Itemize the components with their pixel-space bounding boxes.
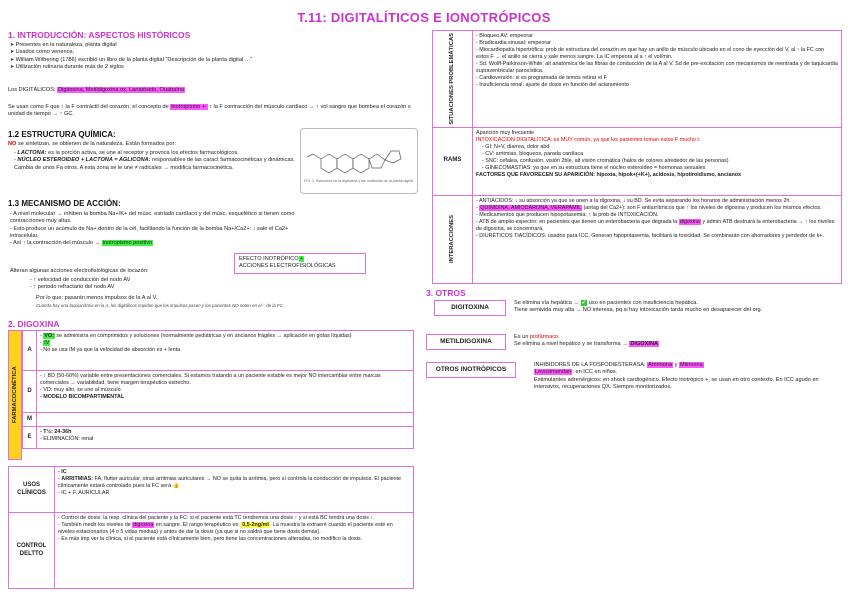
section-1-heading: 1. INTRODUCCIÓN: ASPECTOS HISTÓRICOS: [8, 30, 191, 40]
list-item: ➤ Usados como venenos,: [10, 49, 290, 56]
effects-box: EFECTO INOTRÓPICO+ ACCIONES ELECTROFISIOLÓGICAS: [234, 253, 366, 274]
structure-list: [14, 150, 298, 172]
check-icon: ✔: [581, 300, 587, 306]
alter-intro: Alteran algunas acciones electrofisiológicas de locazón:: [10, 268, 149, 274]
otros-inotropicos-label: OTROS INOTRÓPICOS: [426, 362, 516, 378]
list-item: ➤ Presentes en la naturaleza, planta digital: [10, 42, 290, 49]
section-12-heading: 1.2 ESTRUCTURA QUÍMICA:: [8, 130, 116, 139]
list-item: ➤ William Withering (1786) escribió un libro de la planta digital “Descripción de la planta digital …”: [10, 57, 290, 64]
section-3-heading: 3. OTROS: [426, 288, 466, 298]
digitalicos-line: Los DIGITÁLICOS: Digitoxina, Metildigoxina ox, Lanatósido, Ouabaína: [8, 87, 185, 93]
molecule-figure: [300, 128, 418, 194]
list-item: - LACTONA: es la porción activa, se une al receptor y provoca los efectos farmacológicos.: [14, 150, 298, 157]
list-item: - NÚCLEO ESTEROIDEO + LACTONA = AGLICONA: responsables de las caract farmacocinéticas y dinámicas. Cambia de unos Fa otros. A esta zona se le une ≠ radicales → modifica farmacocinética.: [14, 157, 298, 172]
digitoxina-text: Se elimina vía hepática → ✔ uso en pacientes con insuficiencia hepática. Tiene semivida muy alta → NO interesa, pq si hay intoxicación tarda mucho en desaparecer del org.: [514, 300, 763, 314]
molecule-diagram: [301, 129, 419, 179]
alter-list: [30, 277, 230, 292]
usos-clinicos-table: USOS CLÍNICOS - IC - ARRITMIAS: FA, flutter auricular, otras arritmias auriculares → NO se quita la arritmia, pero sí controla la conducción de impulsos. El paciente clínicamente estará controlado pues la FC será 👍 - IC + F. AURICULAR CONTROL DELTTO - Control de dosis: la resp. clínica del paciente y la FC: si el paciente está TC tendremos una dosis ↑ y si está BC tendrá una dosis ↑. - También medir los niveles de digoxina en sangre. El rango terapéutico es: 0,5-2ng/ml. La muestra la extraeré cuando el paciente esté en niveles estacionarios (4 o 5 vidas medias) y antes de dar la dosis (ya que si no saldrá que tiene dosis demás). - Es más imp ver la clínica, si el paciente está clínicamente bien, pero tiene las concentraciones alteradas, no modifico la dosis.: [8, 466, 414, 589]
section-2-heading: 2. DIGOXINA: [8, 319, 60, 329]
digitoxina-label: DIGITOXINA: [434, 300, 506, 316]
right-tables: SITUACIONES PROBLEMÁTICAS - Bloqueo AV: empeorar - Bradicardia sinusal: empeorar - Miocardiopatía hipertrófica: prob de estructura del corazón en que hay un anillo de músculo ubicado en el cono de eyección del V, al ↑ la FC con estos F → el anillo se cierra y sale menos sangre. La IC empeora al a ↑ el vol/min. - Sd. Wolff-Parkinson-White: alt anatómica de las fibras de conducción de la A al V. Sd de pre-excitación con mecanismos de reentrada y de taquicardia supraventricular paroxística. - Cardioversión: si es programada de temos retirar el F - Insuficiencia renal: ajuste de dosis en función del aclaramiento RAMS Aparición muy frecuente INTOXICACION DIGITALÍTICA: es MUY común, ya que los pacientes toman estos F mucho t. - GI: N+V, diarrea, dolor abd - CV: arritmias, bloqueos, parada cardíaca - SNC: cefalea, confusión, visión 2ble, alt visión cromática (halos de colores alrededor de las personas) - GINECOMASTIAS: ya que en su estructura tiene el núcleo esteroideo = hormonas sexuales FACTORES QUE FAVORECEN SU APARICIÓN: hipoxia, hipok+(+K+), acidosis, hipotiroidismo, ancianos INTERACCIONES - ANTIÁCIDOS: ↓ su absorción ya que se unen a la digoxina, ↓ su BD. Se evita separando los horarios de administración menos 2h. - QUINIDINA, AMIODARONA, VERAPAMIL (antag del Ca2+): son F antiarrítmicos que ↑ los niveles de digoxina y producen los mismos efectos. - Medicamentos que producen hipopotasemia: ↑ la prob de INTOXICACIÓN. - ATB de amplio espectro: en pacientes que tienen un enterobacteria que degrada la digoxina y admin ATB destruirá la enterobacteria → ↑ los niveles de digoxina, se concentrará. - DIURÉTICOS TIACÍDICOS: usados para ICC. Generan hipopotasemia, facilitará la toxicidad. Se combinarán con ahorradores y perdedor de k+.: [432, 30, 842, 284]
list-item: - Esto produce un acúmulo de Na+ dentro de la cél, facilitando la función de la bomba Na+/Ca2+: ↓ sale el Ca2+ intracelular.: [10, 226, 310, 241]
porloque-text: Por lo que: pasarán menos impulsos de la A al V.: [36, 295, 158, 301]
page-title: T.11: DIGITALÍTICOS E IONOTRÓPICOS: [297, 10, 551, 25]
section-13-heading: 1.3 MECANISMO DE ACCIÓN:: [8, 199, 121, 208]
otros-inotropicos-text: INHIBIDORES DE LA FOSFODIESTERASA: Amrinona y Milrinona Levosimendan: en ICC en niños. Estimulantes adrenérgicos: en shock cardiogénico. Efecto inotrópico +, se usan en otro contexto. En ICC agudo en intensivos, recuperaciones QX. Siempre monitorizados.: [534, 362, 819, 390]
farmacocinetica-sidebar: FARMACOCINÉTICA: [8, 330, 22, 460]
list-item: - ↑ periodo refractario del nodo AV: [30, 284, 230, 291]
metildigoxina-text: Es un profármaco. Se elimina a nivel hepático y se transforma → DIGOXINA: [514, 334, 659, 348]
list-item: ➤ Utilización rutinaria durante más de 2 siglos: [10, 64, 290, 71]
list-item: - Así ↑ la contracción del músculo → inotropismo positivo: [10, 240, 310, 247]
farmacocinetica-table: A - VO: se administra en comprimidos y soluciones (normalmente pediátricas y en ancianos frágiles → aplicación en gotas líquidas) - IV - No se usa IM ya que la velocidad de absorción es + lenta D - ↑ BD (50-60%) variable entre presentaciones comerciales. Si estamos tratando a un paciente estable es mejor NO intercambiar entre marcas comerciales → variabilidad, tiene margen terapéutico estrecho. - VD: muy alto, se une al músculo - MODELO BICOMPARTIMENTAL M E - T½: 24-36h - ELIMINACIÓN: renal: [22, 330, 414, 449]
inotropismo-text: Se usan como F que ↑ la F contráctil del corazón, el concepto de inotropismo +: ↑ la F contracción del músculo cardíaco → ↑ vol sangre que bombea el corazón x unidad de tiempo → ↑ GC.: [8, 104, 411, 118]
history-list: [10, 42, 290, 71]
molecule-caption: FIG. 1. Estructura de la digitoxina y las moléculas de la planta digital: [304, 179, 413, 183]
metildigoxina-label: METILDIGOXINA: [426, 334, 506, 350]
mechanism-list: [10, 211, 310, 247]
structure-intro: NO se sintetizan, se obtienen de la naturaleza. Están formados por:: [8, 141, 176, 147]
note-text: Cuando hay una taquiarritmia en la A, los digitálicos impiden que los impulsos pasen y los pacientes NO noten en el ↑ de la FC.: [36, 303, 285, 308]
list-item: - ↑ velocidad de conducción del nodo AV: [30, 277, 230, 284]
list-item: - A nivel molecular → inhiben la bomba Na+/K+ del músc. estriado cardíaco y del músc. esquelético si tienen como contracciones muy altas.: [10, 211, 310, 226]
